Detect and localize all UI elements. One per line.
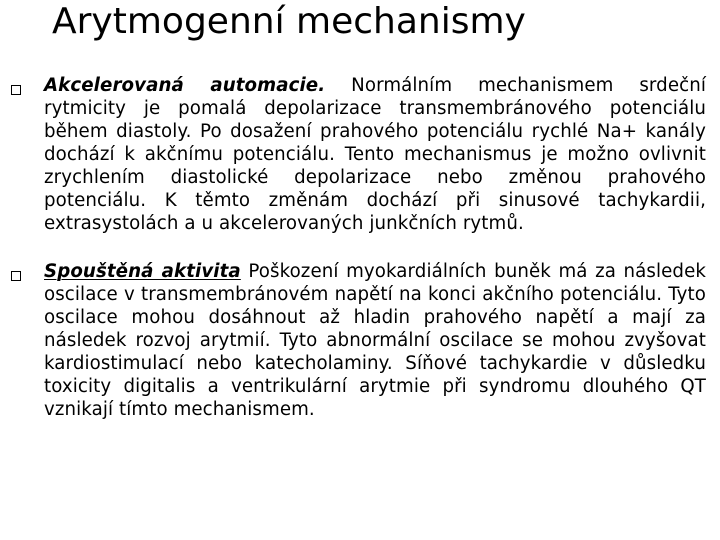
square-bullet-icon [11,271,21,281]
bullet-paragraph [44,74,706,235]
square-bullet-icon [11,85,21,95]
bullet-lead-term: Spouštěná aktivita [44,261,241,282]
bullet-item-accelerated-automaticity [44,74,706,235]
bullet-lead-term: Akcelerovaná automacie. [44,75,326,96]
slide-title: Arytmogenní mechanismy [52,1,526,42]
bullet-paragraph [44,260,706,421]
bullet-item-triggered-activity [44,260,706,421]
bullet-body-text: Poškození myokardiálních buněk má za následek oscilace v transmembránovém napětí na konci akčního potenciálu. Tyto oscilace mohou dosáhnout až hladin prahového napětí a mají za následek rozvoj arytmií. Tyto abnormální oscilace se mohou zvyšovat kardiostimulací nebo katecholaminy. Síňové tachykardie v důsledku toxicity digitalis a ventrikulární arytmie při syndromu dlouhého QT vznikají tímto mechanismem. [44,261,706,420]
bullet-body-text: Normálním mechanismem srdeční rytmicity je pomalá depolarizace transmembránového potenciálu během diastoly. Po dosažení prahového potenciálu rychlé Na+ kanály dochází k akčnímu potenciálu. Tento mechanismus je možno ovlivnit zrychlením diastolické depolarizace nebo změnou prahového potenciálu. K těmto změnám dochází při sinusové tachykardii, extrasystolách a u akcelerovaných junkčních rytmů. [44,75,706,234]
